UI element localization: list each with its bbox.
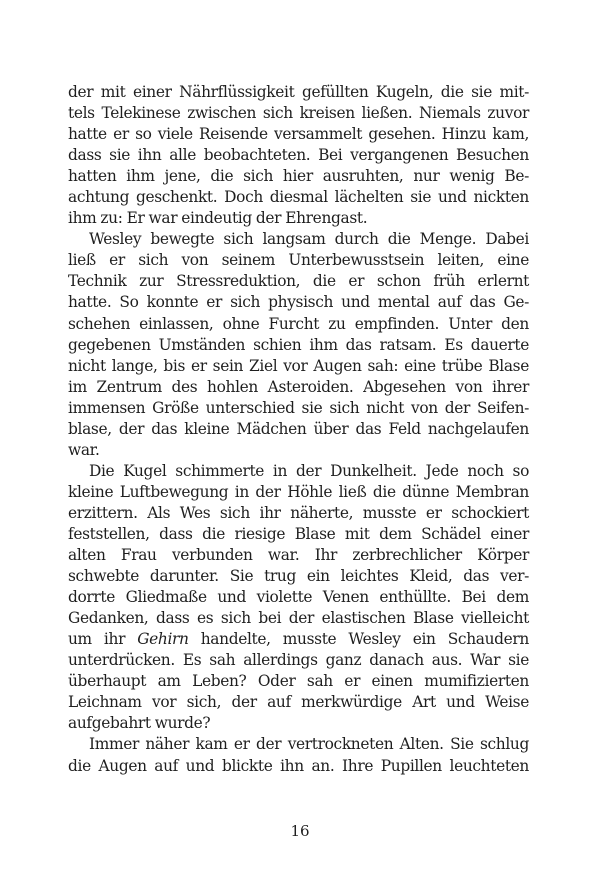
text-line: ließ er sich von seinem Unterbewusstsein leiten, eine bbox=[68, 251, 529, 270]
text-line: überhaupt am Leben? Oder sah er einen mumifizierten bbox=[68, 672, 529, 691]
text-line: Die Kugel schimmerte in der Dunkelheit. Jede noch so bbox=[89, 461, 529, 480]
text-line: erzittern. Als Wes sich ihr näherte, musste er schockiert bbox=[68, 503, 529, 522]
text-line: ihm zu: Er war eindeutig der Ehrengast. bbox=[68, 209, 368, 228]
text-line: Wesley bewegte sich langsam durch die Menge. Dabei bbox=[89, 230, 529, 249]
text-line: Leichnam vor sich, der auf merkwürdige Art und Weise bbox=[68, 693, 529, 712]
text-line: kleine Luftbewegung in der Höhle ließ die dünne Membran bbox=[68, 482, 529, 501]
text-line: Gedanken, dass es sich bei der elastischen Blase vielleicht bbox=[68, 609, 529, 628]
text-line: der mit einer Nährflüssigkeit gefüllten Kugeln, die sie mit- bbox=[68, 83, 529, 101]
text-line: die Augen auf und blickte ihn an. Ihre Pupillen leuchteten bbox=[68, 756, 529, 775]
italic-word: Gehirn bbox=[137, 630, 189, 649]
text-line: gegebenen Umständen schien ihm das ratsam. Es dauerte bbox=[68, 335, 529, 354]
text-line: aufgebahrt wurde? bbox=[68, 714, 211, 733]
text-run: handelte, musste Wesley ein Schaudern bbox=[188, 630, 529, 649]
text-line: achtung geschenkt. Doch diesmal lächelten sie und nickten bbox=[68, 188, 529, 207]
paragraph-1 bbox=[68, 82, 529, 229]
text-line: tels Telekinese zwischen sich kreisen ließen. Niemals zuvor bbox=[68, 104, 529, 123]
text-line: alten Frau verbunden war. Ihr zerbrechlicher Körper bbox=[68, 546, 529, 565]
text-line: hatte er so viele Reisende versammelt gesehen. Hinzu kam, bbox=[68, 125, 529, 144]
text-run: um ihr bbox=[68, 630, 138, 649]
text-line: dorrte Gliedmaße und violette Venen enthüllte. Bei dem bbox=[68, 588, 529, 607]
text-line: war. bbox=[68, 440, 100, 459]
text-line: nicht lange, bis er sein Ziel vor Augen sah: eine trübe Blase bbox=[68, 356, 529, 375]
text-line: dass sie ihn alle beobachteten. Bei vergangenen Besuchen bbox=[68, 146, 529, 165]
text-line: feststellen, dass die riesige Blase mit dem Schädel einer bbox=[68, 524, 529, 543]
paragraph-3 bbox=[68, 461, 529, 735]
text-line: Technik zur Stressreduktion, die er schon früh erlernt bbox=[68, 272, 529, 291]
text-line: hatten ihm jene, die sich hier ausruhten, nur wenig Be- bbox=[68, 167, 529, 186]
text-line: schehen einlassen, ohne Furcht zu empfinden. Unter den bbox=[68, 314, 529, 333]
paragraph-2 bbox=[68, 229, 529, 461]
text-line: blase, der das kleine Mädchen über das Feld nachgelaufen bbox=[68, 419, 529, 438]
text-line: Immer näher kam er der vertrockneten Alten. Sie schlug bbox=[89, 735, 529, 754]
page-number: 16 bbox=[290, 822, 310, 840]
text-line: schwebte darunter. Sie trug ein leichtes Kleid, das ver- bbox=[68, 567, 529, 586]
text-line-with-italic bbox=[68, 629, 529, 650]
text-line: hatte. So konnte er sich physisch und mental auf das Ge- bbox=[68, 293, 529, 312]
text-line: unterdrücken. Es sah allerdings ganz danach aus. War sie bbox=[68, 651, 529, 670]
text-line: immensen Größe unterschied sie sich nicht von der Seifen- bbox=[68, 398, 529, 417]
text-line: im Zentrum des hohlen Asteroiden. Abgesehen von ihrer bbox=[68, 377, 529, 396]
body-text bbox=[68, 82, 529, 777]
paragraph-4 bbox=[68, 734, 529, 776]
